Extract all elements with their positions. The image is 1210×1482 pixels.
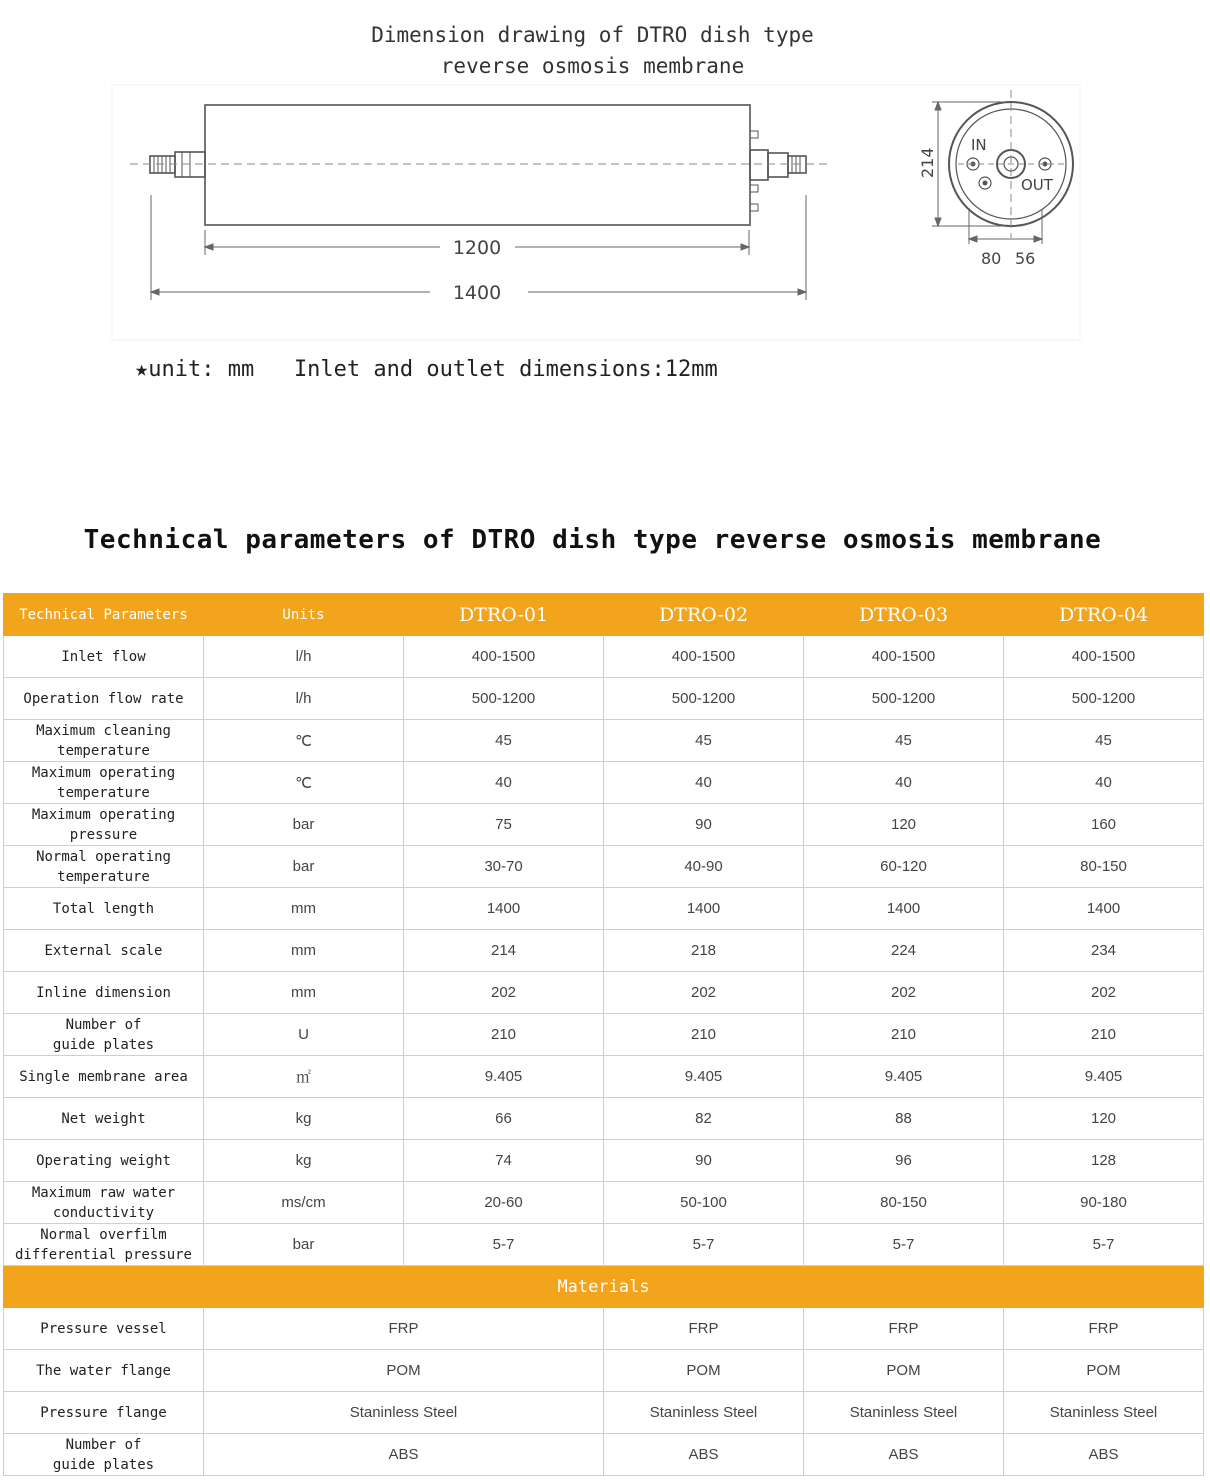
end-view-out-label: OUT xyxy=(1021,176,1053,194)
parameter-value: 224 xyxy=(804,930,1004,972)
parameter-value: 128 xyxy=(1004,1140,1204,1182)
table-row xyxy=(4,972,1204,1014)
right-nut-2 xyxy=(768,153,788,177)
material-value: POM xyxy=(804,1350,1004,1392)
parameter-name: Net weight xyxy=(4,1098,204,1140)
parameter-value: 202 xyxy=(1004,972,1204,1014)
parameter-value: 30-70 xyxy=(404,846,604,888)
unit-note: ★unit: mm Inlet and outlet dimensions:12mm xyxy=(135,357,718,382)
table-header-row xyxy=(4,594,1204,636)
parameter-value: 500-1200 xyxy=(804,678,1004,720)
table-row xyxy=(4,1224,1204,1266)
table-row xyxy=(4,636,1204,678)
material-value: Staninless Steel xyxy=(204,1392,604,1434)
material-value: FRP xyxy=(204,1308,604,1350)
parameter-name: Inline dimension xyxy=(4,972,204,1014)
parameter-value: 75 xyxy=(404,804,604,846)
parameter-name: Operating weight xyxy=(4,1140,204,1182)
parameter-unit: U xyxy=(204,1014,404,1056)
material-value: ABS xyxy=(204,1434,604,1476)
table-title: Technical parameters of DTRO dish type reverse osmosis membrane xyxy=(83,525,1102,555)
materials-header-row xyxy=(4,1266,1204,1308)
parameter-unit: l/h xyxy=(204,678,404,720)
column-header: DTRO-03 xyxy=(804,594,1004,636)
material-value: Staninless Steel xyxy=(1004,1392,1204,1434)
parameter-value: 9.405 xyxy=(404,1056,604,1098)
parameter-name: Normal operating temperature xyxy=(4,846,204,888)
membrane-end-view xyxy=(949,90,1073,238)
parameter-value: 66 xyxy=(404,1098,604,1140)
parameter-value: 500-1200 xyxy=(1004,678,1204,720)
column-header: DTRO-01 xyxy=(404,594,604,636)
parameter-value: 218 xyxy=(604,930,804,972)
parameter-value: 90 xyxy=(604,1140,804,1182)
parameter-value: 120 xyxy=(804,804,1004,846)
material-value: ABS xyxy=(604,1434,804,1476)
parameter-value: 210 xyxy=(804,1014,1004,1056)
table-row xyxy=(4,1014,1204,1056)
parameter-value: 40-90 xyxy=(604,846,804,888)
parameter-unit: ℃ xyxy=(204,720,404,762)
membrane-side-view xyxy=(150,105,806,225)
parameter-value: 202 xyxy=(404,972,604,1014)
column-header: DTRO-04 xyxy=(1004,594,1204,636)
parameter-value: 88 xyxy=(804,1098,1004,1140)
material-value: ABS xyxy=(804,1434,1004,1476)
parameter-unit: bar xyxy=(204,804,404,846)
parameter-value: 210 xyxy=(604,1014,804,1056)
parameter-name: Maximum operating pressure xyxy=(4,804,204,846)
table-row xyxy=(4,930,1204,972)
parameter-value: 500-1200 xyxy=(404,678,604,720)
material-value: FRP xyxy=(1004,1308,1204,1350)
parameter-unit: ㎡ xyxy=(204,1056,404,1098)
parameter-unit: ms/cm xyxy=(204,1182,404,1224)
parameter-value: 90 xyxy=(604,804,804,846)
material-value: Staninless Steel xyxy=(804,1392,1004,1434)
parameter-value: 45 xyxy=(404,720,604,762)
parameter-value: 214 xyxy=(404,930,604,972)
material-name: Number of guide plates xyxy=(4,1434,204,1476)
parameter-unit: mm xyxy=(204,930,404,972)
parameter-value: 80-150 xyxy=(804,1182,1004,1224)
parameter-value: 202 xyxy=(604,972,804,1014)
parameter-name: Maximum cleaning temperature xyxy=(4,720,204,762)
table-row xyxy=(4,678,1204,720)
column-header: Units xyxy=(204,594,404,636)
material-value: POM xyxy=(204,1350,604,1392)
parameter-value: 74 xyxy=(404,1140,604,1182)
parameter-value: 5-7 xyxy=(404,1224,604,1266)
table-row xyxy=(4,720,1204,762)
dimension-drawing xyxy=(0,0,1210,345)
material-row xyxy=(4,1434,1204,1476)
parameter-value: 96 xyxy=(804,1140,1004,1182)
table-row xyxy=(4,1140,1204,1182)
table-row xyxy=(4,1098,1204,1140)
parameter-name: Normal overfilm differential pressure xyxy=(4,1224,204,1266)
material-value: FRP xyxy=(804,1308,1004,1350)
parameter-value: 9.405 xyxy=(1004,1056,1204,1098)
parameter-name: External scale xyxy=(4,930,204,972)
dimension-1200-label: 1200 xyxy=(452,237,502,259)
parameter-value: 5-7 xyxy=(1004,1224,1204,1266)
right-nut xyxy=(750,150,768,180)
drawing-title: Dimension drawing of DTRO dish type reverse osmosis membrane xyxy=(371,23,814,78)
material-name: Pressure flange xyxy=(4,1392,204,1434)
parameter-value: 45 xyxy=(604,720,804,762)
parameter-name: Maximum operating temperature xyxy=(4,762,204,804)
parameter-value: 210 xyxy=(404,1014,604,1056)
parameter-value: 80-150 xyxy=(1004,846,1204,888)
membrane-body xyxy=(205,105,750,225)
parameter-unit: mm xyxy=(204,972,404,1014)
material-row xyxy=(4,1350,1204,1392)
dimension-1400-label: 1400 xyxy=(452,282,502,304)
material-value: POM xyxy=(604,1350,804,1392)
dimension-56-label: 56 xyxy=(1015,249,1036,268)
parameter-value: 20-60 xyxy=(404,1182,604,1224)
parameter-value: 5-7 xyxy=(604,1224,804,1266)
table-row xyxy=(4,1182,1204,1224)
table-row xyxy=(4,762,1204,804)
parameter-value: 400-1500 xyxy=(404,636,604,678)
material-value: ABS xyxy=(1004,1434,1204,1476)
parameter-value: 60-120 xyxy=(804,846,1004,888)
parameters-table xyxy=(3,593,1204,1476)
column-header: Technical Parameters xyxy=(4,594,204,636)
parameter-value: 400-1500 xyxy=(604,636,804,678)
parameter-unit: ℃ xyxy=(204,762,404,804)
parameter-value: 50-100 xyxy=(604,1182,804,1224)
parameter-name: Operation flow rate xyxy=(4,678,204,720)
parameter-name: Number of guide plates xyxy=(4,1014,204,1056)
parameter-value: 90-180 xyxy=(1004,1182,1204,1224)
parameter-unit: kg xyxy=(204,1098,404,1140)
parameter-value: 5-7 xyxy=(804,1224,1004,1266)
parameter-value: 210 xyxy=(1004,1014,1204,1056)
parameter-value: 234 xyxy=(1004,930,1204,972)
material-row xyxy=(4,1392,1204,1434)
parameter-value: 82 xyxy=(604,1098,804,1140)
parameter-value: 45 xyxy=(804,720,1004,762)
parameter-value: 9.405 xyxy=(604,1056,804,1098)
parameter-value: 160 xyxy=(1004,804,1204,846)
parameter-name: Total length xyxy=(4,888,204,930)
parameter-value: 40 xyxy=(404,762,604,804)
parameter-value: 500-1200 xyxy=(604,678,804,720)
table-row xyxy=(4,888,1204,930)
material-value: Staninless Steel xyxy=(604,1392,804,1434)
parameter-value: 40 xyxy=(1004,762,1204,804)
parameter-value: 1400 xyxy=(404,888,604,930)
material-value: FRP xyxy=(604,1308,804,1350)
materials-title: Materials xyxy=(4,1266,1204,1308)
parameter-value: 1400 xyxy=(1004,888,1204,930)
material-name: The water flange xyxy=(4,1350,204,1392)
parameter-unit: l/h xyxy=(204,636,404,678)
parameter-unit: mm xyxy=(204,888,404,930)
drawing-frame xyxy=(112,85,1080,340)
dimension-80-label: 80 xyxy=(981,249,1002,268)
parameter-value: 400-1500 xyxy=(1004,636,1204,678)
parameter-value: 40 xyxy=(604,762,804,804)
parameter-unit: kg xyxy=(204,1140,404,1182)
table-row xyxy=(4,846,1204,888)
table-row xyxy=(4,804,1204,846)
parameter-name: Single membrane area xyxy=(4,1056,204,1098)
column-header: DTRO-02 xyxy=(604,594,804,636)
material-name: Pressure vessel xyxy=(4,1308,204,1350)
material-row xyxy=(4,1308,1204,1350)
parameter-value: 202 xyxy=(804,972,1004,1014)
table-row xyxy=(4,1056,1204,1098)
dimension-214-label: 214 xyxy=(918,147,937,178)
parameter-unit: bar xyxy=(204,846,404,888)
material-value: POM xyxy=(1004,1350,1204,1392)
parameter-value: 9.405 xyxy=(804,1056,1004,1098)
parameter-value: 1400 xyxy=(804,888,1004,930)
parameter-unit: bar xyxy=(204,1224,404,1266)
parameter-value: 45 xyxy=(1004,720,1204,762)
parameter-value: 40 xyxy=(804,762,1004,804)
parameter-name: Maximum raw water conductivity xyxy=(4,1182,204,1224)
parameter-name: Inlet flow xyxy=(4,636,204,678)
parameter-value: 120 xyxy=(1004,1098,1204,1140)
parameter-value: 400-1500 xyxy=(804,636,1004,678)
parameter-value: 1400 xyxy=(604,888,804,930)
end-view-in-label: IN xyxy=(971,136,987,154)
